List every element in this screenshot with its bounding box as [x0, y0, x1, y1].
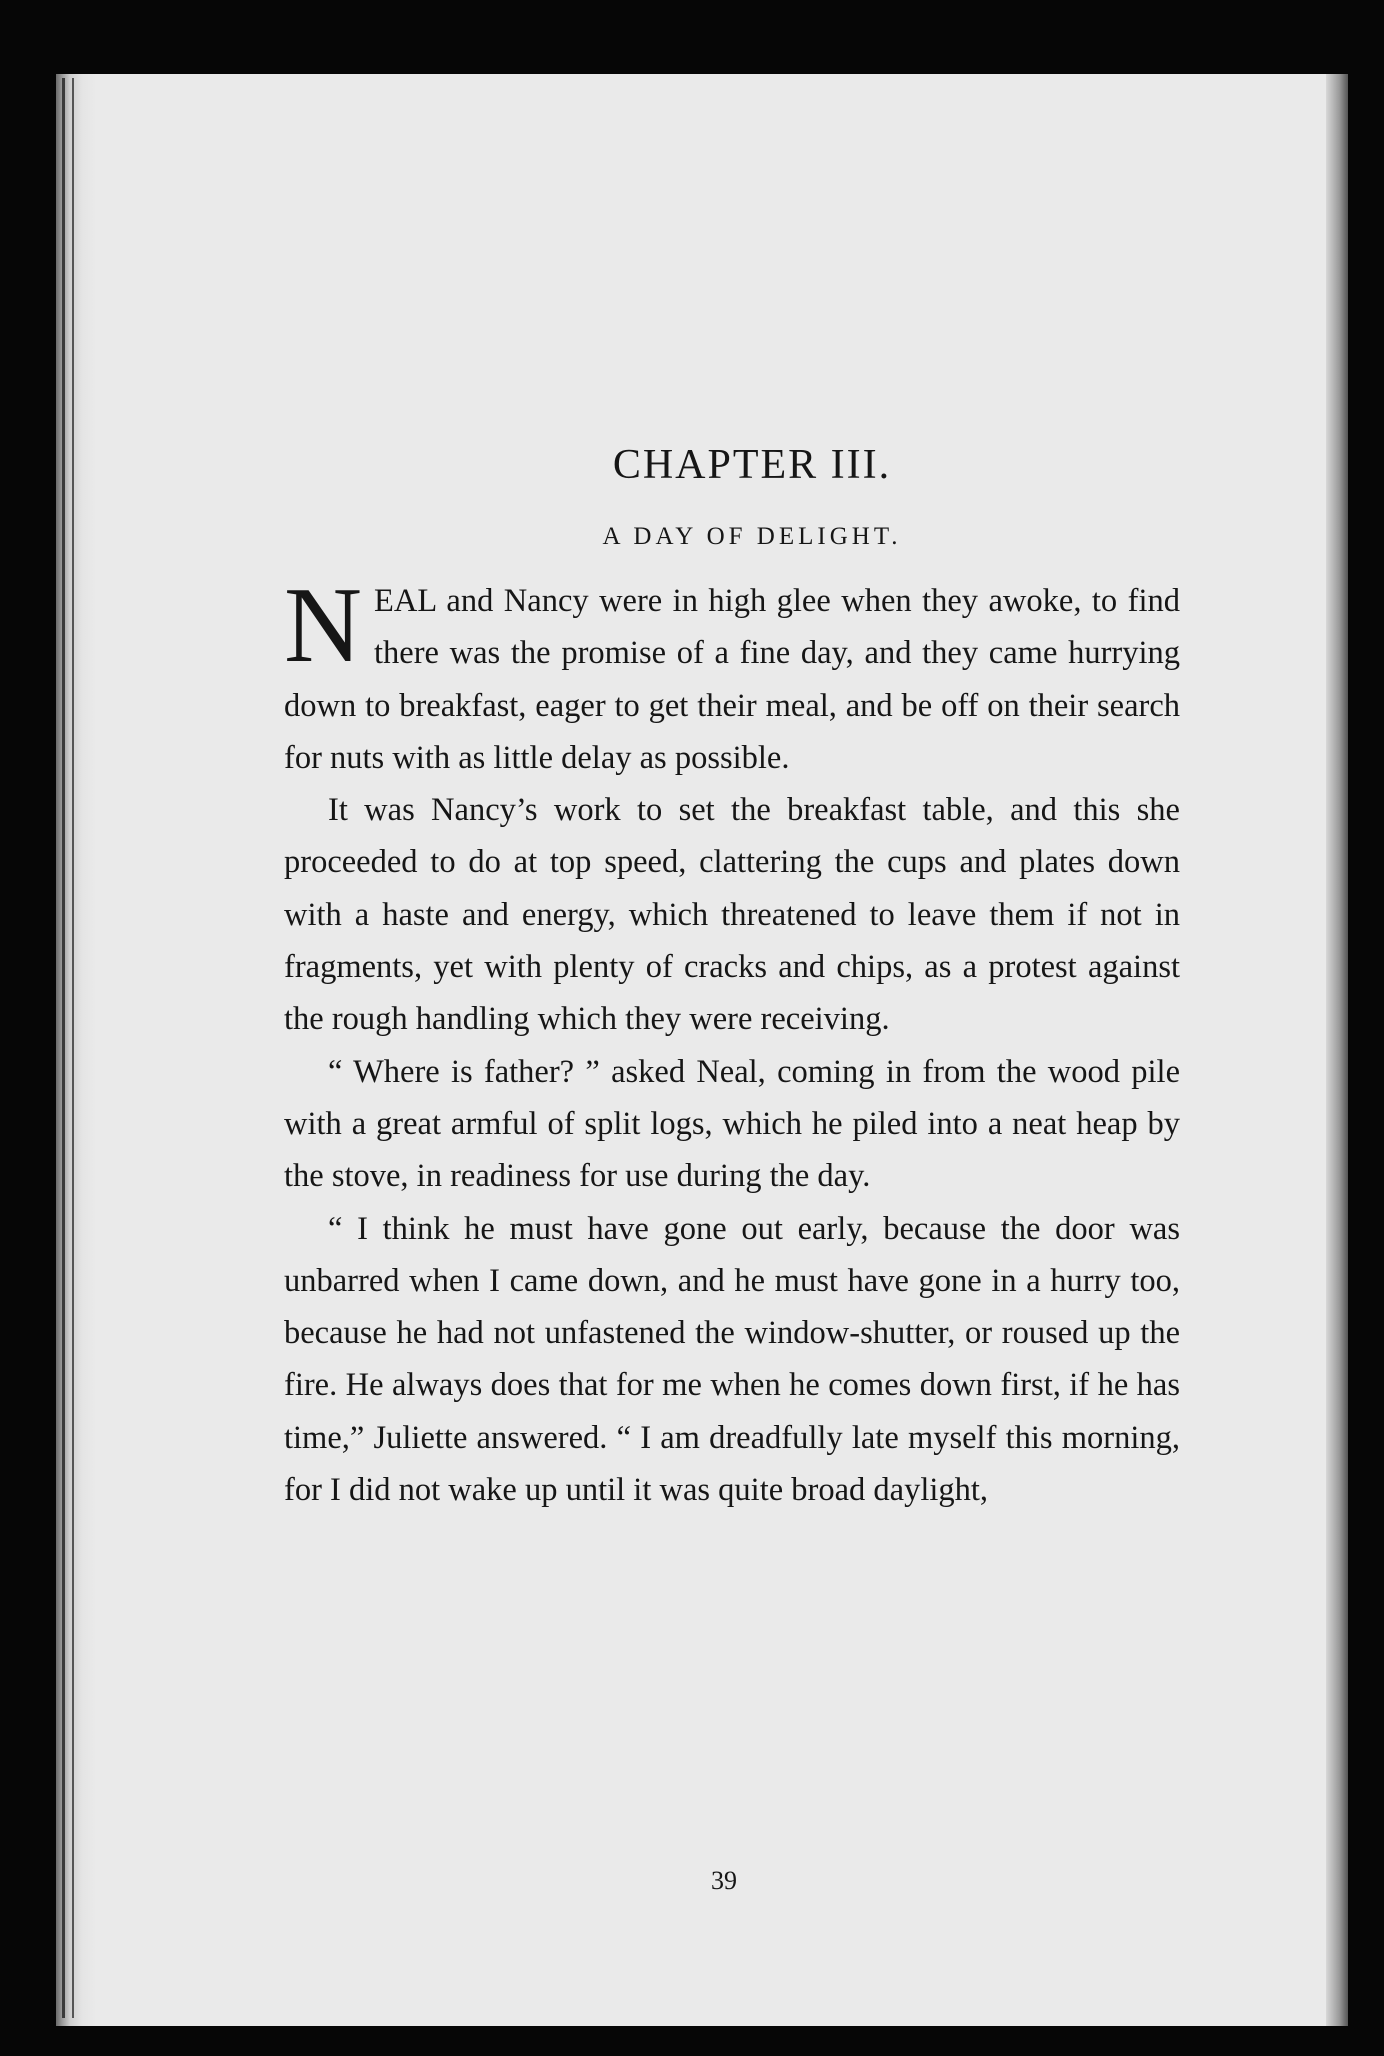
chapter-subtitle: A DAY OF DELIGHT.: [602, 523, 902, 550]
page-content: [284, 420, 1180, 1516]
binding-edge-line: [62, 78, 65, 2018]
chapter-title: CHAPTER III.: [612, 442, 892, 488]
page-number: 39: [711, 1866, 737, 1895]
page-right-edge: [1326, 74, 1348, 2026]
paragraph-text: EAL and Nancy were in high glee when they awoke, to find there was the promise of a fine day, and they came hurrying down to breakfast, eager to get their meal, and be off on their search for nuts with as little delay as possible.: [284, 583, 1180, 776]
paragraph: “ Where is father? ” asked Neal, coming in from the wood pile with a great armful of split logs, which he piled into a neat heap by the stove, in readiness for use during the day.: [284, 1053, 1180, 1195]
drop-cap: N: [284, 566, 362, 685]
paragraph: [284, 566, 1180, 784]
paragraph: It was Nancy’s work to set the breakfast table, and this she proceeded to do at top speed, clattering the cups and plates down with a haste and energy, which threatened to leave them if not in fragments, yet with plenty of cracks and chips, as a protest against the rough handling which they were receiving.: [284, 792, 1180, 1038]
binding-edge-line: [72, 78, 74, 2018]
paragraph: “ I think he must have gone out early, because the door was unbarred when I came down, and he must have gone in a hurry too, because he had not unfastened the window-shutter, or roused up the fire. He always does that for me when he comes down first, if he has time,” Juliette answered. “ I am dreadfully late myself this morning, for I did not wake up until it was quite broad daylight,: [284, 1210, 1180, 1509]
